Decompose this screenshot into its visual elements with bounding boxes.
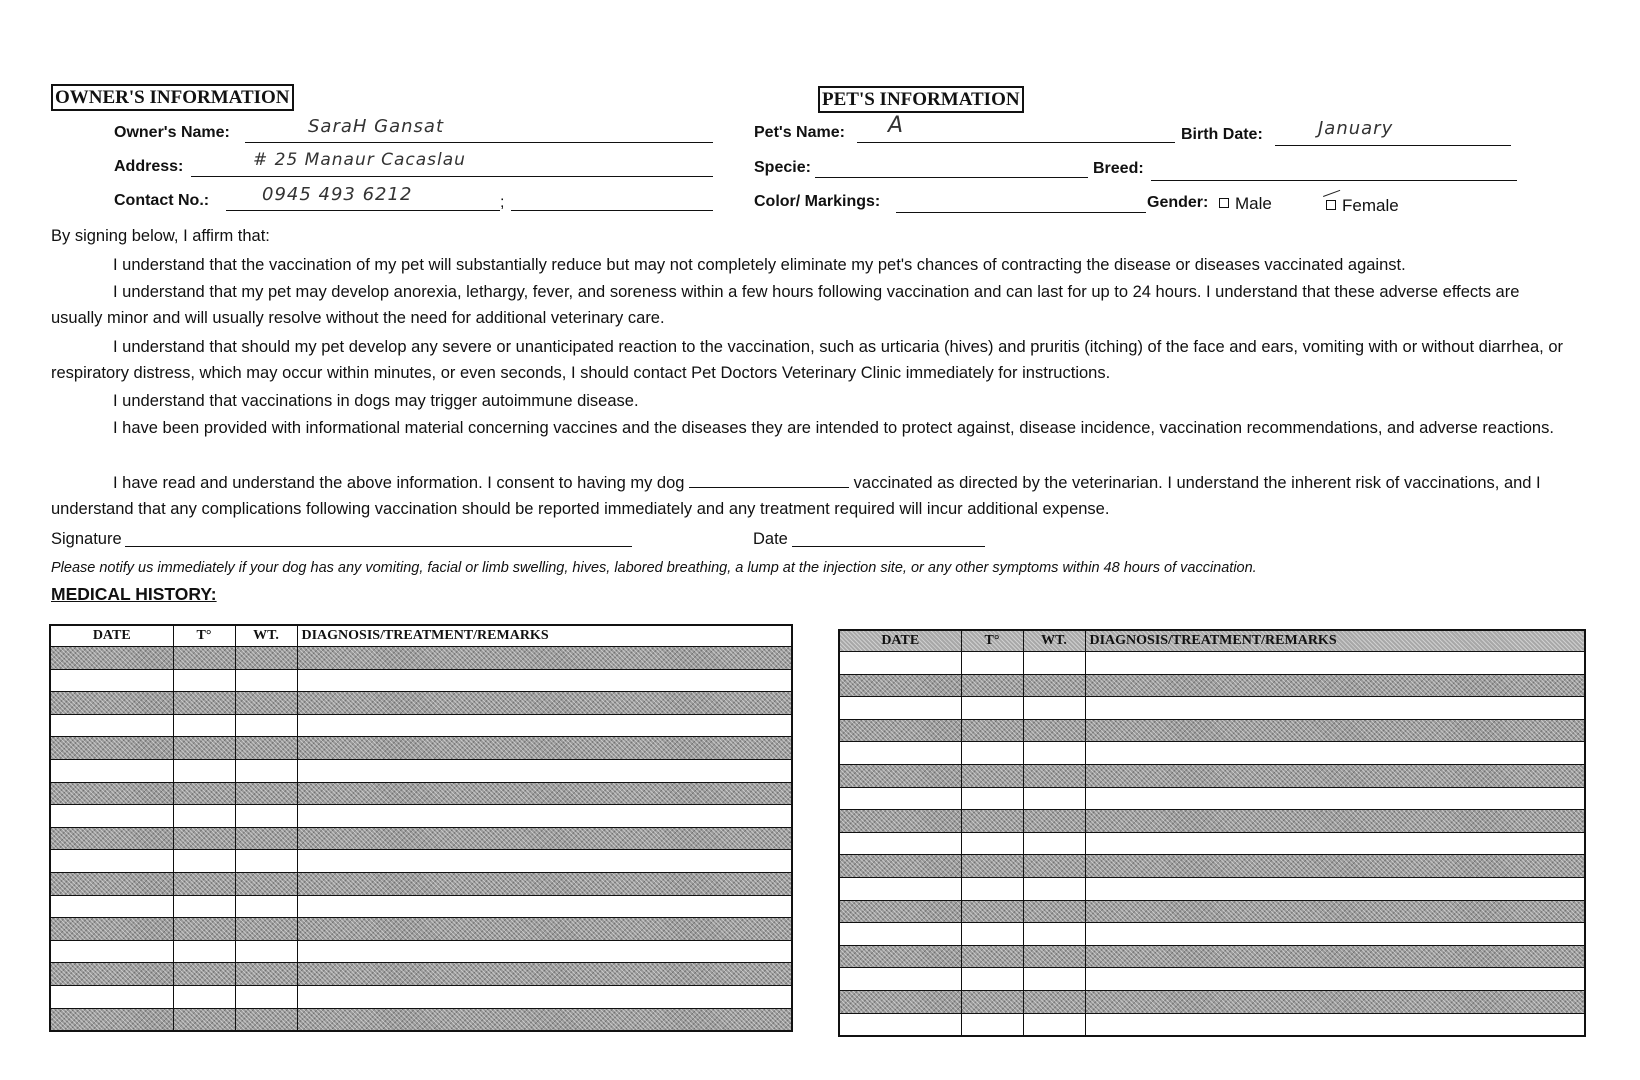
contact-separator: ;: [500, 194, 505, 211]
pet-name-value: A: [888, 113, 905, 138]
table-row: [50, 692, 792, 715]
table-cell[interactable]: [297, 737, 792, 760]
table-cell[interactable]: [1023, 697, 1085, 720]
female-option-label: Female: [1342, 196, 1399, 215]
table-cell[interactable]: [839, 832, 961, 855]
table-row: [50, 805, 792, 828]
table-cell[interactable]: [297, 850, 792, 873]
table-cell[interactable]: [235, 669, 297, 692]
table-row: [50, 985, 792, 1008]
table-cell[interactable]: [297, 1008, 792, 1031]
table-cell[interactable]: [1085, 990, 1585, 1013]
table-cell[interactable]: [839, 697, 961, 720]
table-cell[interactable]: [297, 669, 792, 692]
table-cell[interactable]: [235, 782, 297, 805]
table-cell[interactable]: [1085, 742, 1585, 765]
column-header-diagnosis: DIAGNOSIS/TREATMENT/REMARKS: [1085, 630, 1585, 652]
table-cell[interactable]: [1023, 1013, 1085, 1036]
table-cell[interactable]: [1085, 900, 1585, 923]
table-row: [50, 782, 792, 805]
table-cell[interactable]: [235, 805, 297, 828]
table-cell[interactable]: [1085, 832, 1585, 855]
table-cell[interactable]: [961, 787, 1023, 810]
contact-field-2[interactable]: [511, 210, 713, 211]
table-cell[interactable]: [839, 652, 961, 675]
table-cell[interactable]: [839, 945, 961, 968]
table-cell[interactable]: [297, 782, 792, 805]
table-cell[interactable]: [50, 759, 173, 782]
table-row: [50, 918, 792, 941]
table-row: [50, 737, 792, 760]
table-cell[interactable]: [839, 674, 961, 697]
table-cell[interactable]: [297, 895, 792, 918]
table-cell[interactable]: [1085, 923, 1585, 946]
male-checkbox[interactable]: [1219, 198, 1229, 208]
medical-history-heading: MEDICAL HISTORY:: [51, 584, 217, 604]
consent-paragraph-1: I understand that the vaccination of my pet will substantially reduce but may not completely eliminate my pet's chances of contracting the disease or diseases vaccinated against.: [113, 256, 1406, 274]
table-row: [50, 1008, 792, 1031]
table-cell[interactable]: [1085, 764, 1585, 787]
gender-option-male[interactable]: [1219, 194, 1272, 214]
table-cell[interactable]: [235, 827, 297, 850]
birth-date-value: January: [1318, 118, 1394, 139]
table-cell[interactable]: [297, 805, 792, 828]
table-cell[interactable]: [961, 900, 1023, 923]
table-cell[interactable]: [297, 872, 792, 895]
breed-field[interactable]: [1151, 180, 1517, 181]
table-cell[interactable]: [1023, 832, 1085, 855]
table-cell[interactable]: [173, 985, 235, 1008]
color-markings-field[interactable]: [896, 212, 1146, 213]
table-cell[interactable]: [235, 1008, 297, 1031]
consent-paragraph-2: I understand that my pet may develop anorexia, lethargy, fever, and soreness within a few hours following vaccination and can last for up to 24 hours. I understand that these adverse effects are usually minor and will usually resolve without the need for additional veterinary care.: [51, 283, 1520, 327]
table-cell[interactable]: [1023, 990, 1085, 1013]
table-cell[interactable]: [235, 918, 297, 941]
table-cell[interactable]: [173, 895, 235, 918]
table-cell[interactable]: [173, 827, 235, 850]
consent-paragraph-4: I understand that vaccinations in dogs may trigger autoimmune disease.: [113, 392, 639, 410]
column-header-date: DATE: [839, 630, 961, 652]
table-row: [839, 810, 1585, 833]
table-cell[interactable]: [297, 827, 792, 850]
notify-note: Please notify us immediately if your dog has any vomiting, facial or limb swelling, hives, labored breathing, a lump at the injection site, or any other symptoms within 48 hours of vaccination.: [51, 560, 1257, 576]
table-cell[interactable]: [235, 963, 297, 986]
owner-name-label: Owner's Name:: [114, 124, 230, 141]
table-cell[interactable]: [961, 832, 1023, 855]
table-cell[interactable]: [173, 940, 235, 963]
table-cell[interactable]: [1023, 652, 1085, 675]
table-body-left: [50, 647, 792, 1032]
gender-label: Gender:: [1147, 194, 1209, 211]
table-cell[interactable]: [961, 674, 1023, 697]
pet-name-field[interactable]: [857, 142, 1175, 143]
table-cell[interactable]: [297, 692, 792, 715]
table-cell[interactable]: [839, 855, 961, 878]
table-cell[interactable]: [1023, 674, 1085, 697]
address-label: Address:: [114, 158, 184, 175]
table-row: [50, 827, 792, 850]
table-cell[interactable]: [50, 1008, 173, 1031]
table-cell[interactable]: [50, 963, 173, 986]
table-cell[interactable]: [50, 895, 173, 918]
table-cell[interactable]: [1085, 652, 1585, 675]
table-cell[interactable]: [961, 945, 1023, 968]
table-cell[interactable]: [173, 737, 235, 760]
dog-name-blank[interactable]: [689, 475, 849, 488]
table-cell[interactable]: [1085, 697, 1585, 720]
signature-label: Signature: [51, 530, 122, 548]
owner-name-field[interactable]: [245, 142, 713, 143]
table-cell[interactable]: [297, 918, 792, 941]
medical-history-table-left: [49, 624, 793, 1032]
table-cell[interactable]: [1023, 855, 1085, 878]
table-row: [839, 1013, 1585, 1036]
table-cell[interactable]: [235, 895, 297, 918]
table-cell[interactable]: [50, 805, 173, 828]
table-cell[interactable]: [839, 810, 961, 833]
address-field[interactable]: [191, 176, 713, 177]
table-cell[interactable]: [961, 652, 1023, 675]
table-row: [839, 990, 1585, 1013]
table-cell[interactable]: [961, 877, 1023, 900]
table-cell[interactable]: [235, 850, 297, 873]
table-cell[interactable]: [839, 719, 961, 742]
table-cell[interactable]: [961, 968, 1023, 991]
table-cell[interactable]: [1085, 787, 1585, 810]
table-cell[interactable]: [961, 855, 1023, 878]
consent-p6-end: vaccinated as directed by the veterinarian. I understand the inherent risk of vaccinations, and I understand that any complications following vaccination should be reported immediately and any treatment required will incur additional expense.: [51, 474, 1541, 518]
table-cell[interactable]: [1023, 923, 1085, 946]
table-cell[interactable]: [50, 872, 173, 895]
pet-name-label: Pet's Name:: [754, 124, 845, 141]
table-cell[interactable]: [297, 759, 792, 782]
table-cell[interactable]: [961, 810, 1023, 833]
table-cell[interactable]: [50, 647, 173, 670]
table-cell[interactable]: [1023, 968, 1085, 991]
table-row: [839, 877, 1585, 900]
table-cell[interactable]: [235, 714, 297, 737]
table-cell[interactable]: [173, 647, 235, 670]
table-row: [839, 719, 1585, 742]
table-cell[interactable]: [1023, 764, 1085, 787]
table-cell[interactable]: [1023, 787, 1085, 810]
table-cell[interactable]: [1023, 742, 1085, 765]
table-cell[interactable]: [961, 1013, 1023, 1036]
table-cell[interactable]: [1085, 810, 1585, 833]
consent-paragraph-3: I understand that should my pet develop any severe or unanticipated reaction to the vaccination, such as urticaria (hives) and pruritis (itching) of the face and ears, vomiting with or without diarrhea, or respiratory distress, which may occur within minutes, or even seconds, I should contact Pet Doctors Veterinary Clinic immediately for instructions.: [51, 338, 1564, 382]
table-cell[interactable]: [173, 1008, 235, 1031]
table-cell[interactable]: [235, 940, 297, 963]
table-row: [839, 968, 1585, 991]
date-label: Date: [753, 530, 788, 548]
table-cell[interactable]: [173, 714, 235, 737]
column-header-weight: WT.: [235, 625, 297, 647]
table-cell[interactable]: [235, 759, 297, 782]
table-cell[interactable]: [839, 787, 961, 810]
table-cell[interactable]: [961, 719, 1023, 742]
column-header-diagnosis: DIAGNOSIS/TREATMENT/REMARKS: [297, 625, 792, 647]
table-row: [50, 647, 792, 670]
table-body-right: [839, 652, 1585, 1037]
table-cell[interactable]: [173, 872, 235, 895]
table-row: [839, 742, 1585, 765]
table-row: [50, 895, 792, 918]
contact-label: Contact No.:: [114, 192, 210, 209]
birth-date-label: Birth Date:: [1181, 126, 1263, 143]
table-cell[interactable]: [50, 782, 173, 805]
table-cell[interactable]: [297, 647, 792, 670]
table-cell[interactable]: [1085, 674, 1585, 697]
table-cell[interactable]: [50, 918, 173, 941]
table-cell[interactable]: [173, 669, 235, 692]
male-option-label: Male: [1235, 194, 1272, 213]
table-cell[interactable]: [839, 990, 961, 1013]
table-cell[interactable]: [50, 850, 173, 873]
table-row: [839, 652, 1585, 675]
consent-paragraph-6: [51, 471, 1570, 522]
table-cell[interactable]: [235, 737, 297, 760]
table-cell[interactable]: [839, 900, 961, 923]
table-cell[interactable]: [961, 990, 1023, 1013]
color-markings-label: Color/ Markings:: [754, 193, 881, 210]
table-cell[interactable]: [1085, 968, 1585, 991]
table-cell[interactable]: [235, 872, 297, 895]
table-row: [839, 923, 1585, 946]
female-checkbox[interactable]: [1326, 200, 1336, 210]
table-row: [50, 850, 792, 873]
table-row: [839, 787, 1585, 810]
consent-paragraph-5: I have been provided with informational material concerning vaccines and the diseases they are intended to protect against, disease incidence, vaccination recommendations, and adverse reactions.: [113, 419, 1554, 437]
owner-info-heading: OWNER'S INFORMATION: [51, 84, 294, 111]
table-cell[interactable]: [1085, 1013, 1585, 1036]
table-cell[interactable]: [839, 764, 961, 787]
table-cell[interactable]: [50, 692, 173, 715]
table-cell[interactable]: [1023, 810, 1085, 833]
table-cell[interactable]: [50, 737, 173, 760]
table-cell[interactable]: [235, 692, 297, 715]
contact-value: 0945 493 6212: [262, 184, 413, 205]
table-row: [50, 669, 792, 692]
table-cell[interactable]: [839, 877, 961, 900]
birth-date-field[interactable]: [1275, 145, 1511, 146]
table-cell[interactable]: [297, 985, 792, 1008]
table-cell[interactable]: [961, 697, 1023, 720]
table-row: [50, 714, 792, 737]
table-cell[interactable]: [235, 985, 297, 1008]
medical-history-table-right: [838, 629, 1586, 1037]
table-row: [839, 945, 1585, 968]
table-cell[interactable]: [50, 940, 173, 963]
consent-intro: By signing below, I affirm that:: [51, 227, 270, 245]
table-row: [50, 963, 792, 986]
table-cell[interactable]: [297, 940, 792, 963]
table-cell[interactable]: [50, 669, 173, 692]
table-cell[interactable]: [961, 923, 1023, 946]
table-cell[interactable]: [173, 692, 235, 715]
table-cell[interactable]: [839, 742, 961, 765]
table-cell[interactable]: [173, 918, 235, 941]
table-row: [839, 900, 1585, 923]
column-header-date: DATE: [50, 625, 173, 647]
table-cell[interactable]: [173, 759, 235, 782]
table-cell[interactable]: [839, 923, 961, 946]
table-cell[interactable]: [173, 850, 235, 873]
gender-option-female[interactable]: [1326, 196, 1399, 216]
table-cell[interactable]: [50, 714, 173, 737]
column-header-temp: T°: [961, 630, 1023, 652]
specie-field[interactable]: [815, 177, 1088, 178]
consent-p6-start: I have read and understand the above information. I consent to having my dog: [113, 474, 685, 492]
table-cell[interactable]: [961, 764, 1023, 787]
date-field[interactable]: [792, 546, 985, 547]
column-header-temp: T°: [173, 625, 235, 647]
owner-name-value: SaraH Gansat: [308, 116, 444, 137]
table-cell[interactable]: [50, 985, 173, 1008]
table-cell[interactable]: [297, 714, 792, 737]
table-cell[interactable]: [839, 1013, 961, 1036]
table-row: [839, 697, 1585, 720]
table-cell[interactable]: [50, 827, 173, 850]
table-cell[interactable]: [173, 805, 235, 828]
table-cell[interactable]: [1085, 877, 1585, 900]
table-cell[interactable]: [1085, 855, 1585, 878]
table-cell[interactable]: [1023, 877, 1085, 900]
table-row: [839, 764, 1585, 787]
table-cell[interactable]: [1085, 719, 1585, 742]
table-row: [50, 872, 792, 895]
table-row: [839, 674, 1585, 697]
signature-field[interactable]: [125, 546, 632, 547]
table-row: [50, 940, 792, 963]
breed-label: Breed:: [1093, 160, 1144, 177]
table-row: [839, 832, 1585, 855]
table-cell[interactable]: [173, 782, 235, 805]
table-cell[interactable]: [1085, 945, 1585, 968]
table-row: [50, 759, 792, 782]
pet-info-heading: PET'S INFORMATION: [818, 86, 1024, 113]
table-cell[interactable]: [839, 968, 961, 991]
table-cell[interactable]: [173, 963, 235, 986]
contact-field-1[interactable]: [226, 210, 500, 211]
column-header-weight: WT.: [1023, 630, 1085, 652]
table-cell[interactable]: [1023, 945, 1085, 968]
table-cell[interactable]: [1023, 719, 1085, 742]
specie-label: Specie:: [754, 159, 811, 176]
table-cell[interactable]: [1023, 900, 1085, 923]
address-value: # 25 Manaur Cacaslau: [253, 150, 466, 170]
table-row: [839, 855, 1585, 878]
table-cell[interactable]: [961, 742, 1023, 765]
table-cell[interactable]: [297, 963, 792, 986]
table-cell[interactable]: [235, 647, 297, 670]
